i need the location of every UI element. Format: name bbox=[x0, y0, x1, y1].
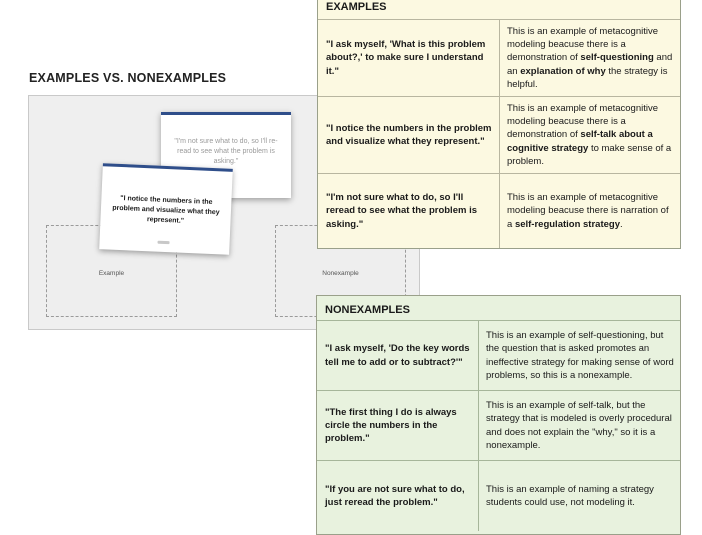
explanation-cell: This is an example of metacognitive modeling beacuse there is narration of a self-regulation strategy. bbox=[507, 192, 669, 230]
card-text: "I notice the numbers in the problem and visualize what they represent." bbox=[112, 194, 220, 226]
table-row bbox=[317, 461, 680, 531]
explanation-cell: This is an example of self-questioning, but the question that is asked promotes an ineffective strategy for making sense of word problems, so this is a nonexample. bbox=[486, 330, 674, 381]
explanation-cell: This is an example of metacognitive modeling beacuse there is a demonstration of self-questioning and an explanation of why the strategy is helpful. bbox=[507, 26, 673, 90]
examples-table-title: EXAMPLES bbox=[318, 0, 680, 20]
explanation-cell: This is an example of metacognitive modeling beacuse there is a demonstration of self-talk about a cognitive strategy to make sense of a problem. bbox=[507, 103, 672, 167]
statement-card-dragging[interactable] bbox=[99, 163, 233, 255]
quote-cell: "I notice the numbers in the problem and visualize what they represent." bbox=[318, 97, 500, 173]
nonexample-zone-label: Nonexample bbox=[322, 270, 359, 277]
table-row bbox=[317, 391, 680, 461]
card-text: "I'm not sure what to do, so I'll re-read to see what the problem is asking." bbox=[174, 138, 278, 166]
quote-cell: "I ask myself, 'Do the key words tell me to add or to subtract?'" bbox=[317, 321, 479, 390]
table-row bbox=[318, 20, 680, 97]
nonexamples-table-title: NONEXAMPLES bbox=[317, 296, 680, 321]
table-row bbox=[317, 321, 680, 391]
explanation-cell: This is an example of naming a strategy students could use, not modeling it. bbox=[486, 483, 654, 508]
quote-cell: "I ask myself, 'What is this problem about?,' to make sure I understand it." bbox=[318, 20, 500, 96]
table-row bbox=[318, 97, 680, 174]
example-zone-label: Example bbox=[98, 270, 125, 277]
examples-table bbox=[317, 0, 681, 249]
nonexamples-table bbox=[316, 295, 681, 535]
table-row bbox=[318, 174, 680, 248]
quote-cell: "The first thing I do is always circle the numbers in the problem." bbox=[317, 391, 479, 460]
quote-cell: "If you are not sure what to do, just reread the problem." bbox=[317, 461, 479, 531]
activity-heading: EXAMPLES VS. NONEXAMPLES bbox=[29, 71, 227, 85]
explanation-cell: This is an example of self-talk, but the strategy that is modeled is overly procedural and does not explain the "why," so it is a nonexample. bbox=[486, 400, 672, 451]
drag-handle-icon[interactable] bbox=[157, 241, 169, 245]
quote-cell: "I'm not sure what to do, so I'll reread to see what the problem is asking." bbox=[318, 174, 500, 248]
